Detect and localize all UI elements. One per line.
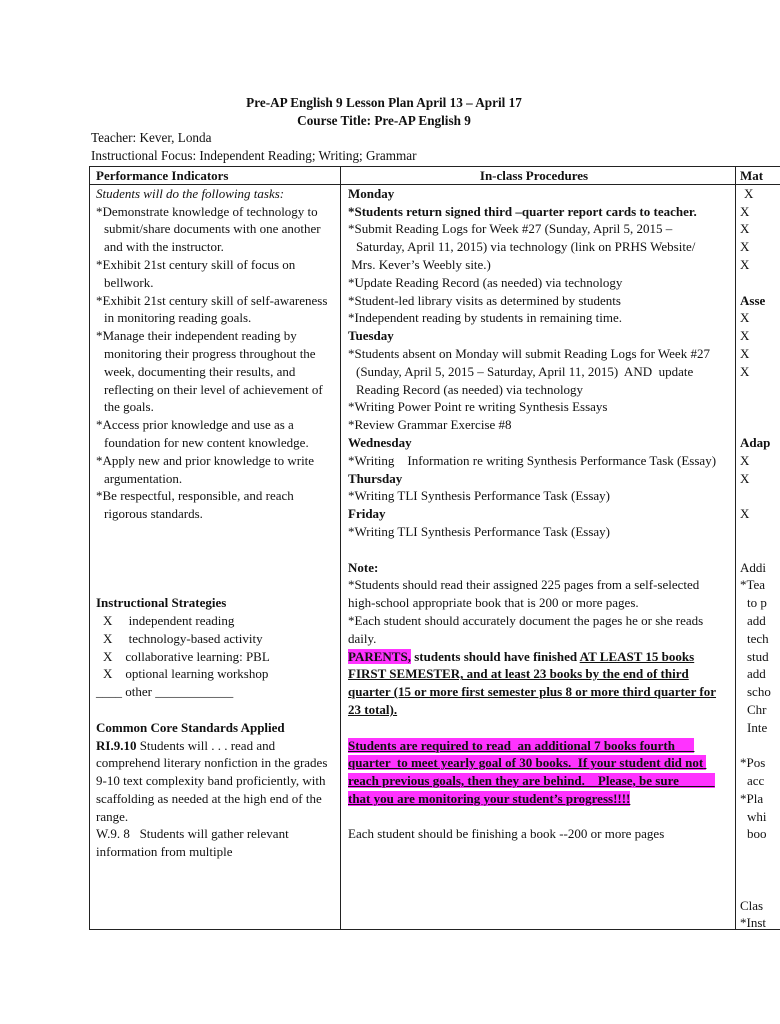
additional-line: to p [747, 595, 767, 611]
parents-label: PARENTS, [348, 648, 411, 664]
task-item: *Apply new and prior knowledge to write argumentation. [96, 452, 315, 486]
posting-line: whi [747, 808, 767, 824]
monday-item: *Update Reading Record (as needed) via technology [348, 274, 623, 290]
performance-indicators-heading: Performance Indicators [96, 168, 229, 183]
standard-code: RI.9.10 [96, 737, 137, 753]
task-item: *Be respectful, responsible, and reach rigorous standards. [96, 488, 294, 522]
monday-item: *Submit Reading Logs for Week #27 (Sunday, April 5, 2015 – Saturday, April 11, 2015) via technology (link on PRHS Website/ [348, 221, 696, 255]
task-item: *Exhibit 21st century skill of focus on bellwork. [96, 256, 296, 290]
materials-mark: X [740, 239, 750, 255]
assessment-mark: X [740, 363, 750, 379]
additional-line: add [747, 612, 766, 628]
monday-item: *Student-led library visits as determined by students [348, 292, 621, 308]
posting-line: *Pos [740, 755, 766, 771]
adaptations-mark: X [740, 470, 750, 486]
assessment-mark: X [740, 310, 750, 326]
note-item: *Students should read their assigned 225 pages from a self-selected high-school appropriate book that is 200 or more pages. [348, 577, 700, 611]
parents-notice [348, 648, 720, 719]
strategy-item: X technology-based activity [103, 630, 263, 646]
task-item: *Manage their independent reading by monitoring their progress throughout the week, documenting their results, and reflecting on their level of achievement of the goals. [96, 328, 323, 415]
assessment-mark: X [740, 328, 750, 344]
day-tuesday: Tuesday [348, 328, 394, 344]
materials-mark: X [740, 256, 750, 272]
day-friday: Friday [348, 506, 386, 522]
standards-heading: Common Core Standards Applied [96, 719, 285, 735]
note-item: *Each student should accurately document the pages he or she reads daily. [348, 612, 704, 646]
additional-heading: Addi [740, 559, 766, 575]
additional-line: scho [747, 684, 771, 700]
tasks-intro: Students will do the following tasks: [96, 185, 285, 201]
materials-mark: X [740, 221, 750, 237]
required-reading-notice [348, 737, 720, 808]
performance-indicators-column [96, 167, 338, 861]
in-class-procedures-column [348, 167, 720, 843]
strategy-item: X optional learning workshop [103, 666, 269, 682]
strategy-item: ____ other ____________ [96, 684, 234, 700]
additional-line: tech [747, 630, 769, 646]
friday-item: *Writing TLI Synthesis Performance Task (Essay) [348, 523, 611, 539]
adaptations-mark: X [740, 452, 750, 468]
assessment-heading: Asse [740, 292, 766, 308]
day-thursday: Thursday [348, 470, 403, 486]
adaptations-mark: X [740, 506, 750, 522]
parents-text-a: students should have finished [410, 648, 580, 664]
procedures-heading: In-class Procedures [479, 168, 589, 183]
task-item: *Exhibit 21st century skill of self-awareness in monitoring reading goals. [96, 292, 328, 326]
wednesday-item: *Writing Information re writing Synthesis Performance Task (Essay) [348, 452, 717, 468]
posting-line: *Pla [740, 790, 764, 806]
adaptations-heading: Adap [740, 434, 771, 450]
thursday-item: *Writing TLI Synthesis Performance Task (Essay) [348, 488, 611, 504]
teacher-line: Teacher: Kever, Londa [91, 130, 212, 145]
required-reading-text: Students are required to read an additional 7 books fourth quarter to meet yearly goal of 30 books. If your student did not reach previous goals, then they are behind. Please, be sure that you are monitoring your student’s progress!!!! [348, 737, 715, 806]
materials-column [740, 167, 780, 932]
focus-line: Instructional Focus: Independent Reading; Writing; Grammar [91, 148, 417, 163]
task-item: *Access prior knowledge and use as a foundation for new content knowledge. [96, 417, 309, 450]
tuesday-item: *Students absent on Monday will submit Reading Logs for Week #27 (Sunday, April 5, 2015 – Saturday, April 11, 2015) AND update Reading Record (as needed) via technology [348, 345, 714, 397]
standard-text: Students will . . . read and comprehend literary nonfiction in the grades 9-10 text complexity band proficiently, with scaffolding as needed at the high end of the range. [96, 737, 328, 824]
monday-item: Mrs. Kever’s Weebly site.) [348, 256, 491, 272]
column-divider-2 [735, 167, 736, 929]
materials-heading: Mat [740, 168, 764, 183]
finishing-note: Each student should be finishing a book --200 or more pages [348, 826, 665, 842]
materials-mark: X [744, 185, 754, 201]
parents-text-b: AT LEAST 15 books FIRST SEMESTER, and at least 23 books by the end of third quarter (15 or more first semester plus 8 or more third quarter for 23 total). [348, 648, 717, 717]
assessment-mark: X [740, 345, 750, 361]
additional-line: Inte [747, 719, 768, 735]
instruction-line: *Inst [740, 915, 766, 931]
note-heading: Note: [348, 559, 379, 575]
monday-bold-item: *Students return signed third –quarter report cards to teacher. [348, 203, 697, 219]
additional-line: add [747, 666, 766, 682]
column-divider-1 [340, 167, 341, 929]
day-monday: Monday [348, 185, 395, 201]
day-wednesday: Wednesday [348, 434, 412, 450]
course-title: Course Title: Pre-AP English 9 [297, 113, 471, 128]
materials-mark: X [740, 203, 750, 219]
task-item: *Demonstrate knowledge of technology to submit/share documents with one another and with the instructor. [96, 203, 321, 255]
additional-line: Chr [747, 701, 767, 717]
class-line: Clas [740, 897, 764, 913]
strategy-item: X independent reading [103, 612, 235, 628]
lesson-plan-table [89, 166, 780, 930]
monday-item: *Independent reading by students in remaining time. [348, 310, 623, 326]
instructional-strategies-heading: Instructional Strategies [96, 595, 227, 611]
additional-line: stud [747, 648, 769, 664]
standard-ri-9-10 [96, 737, 338, 826]
posting-line: boo [747, 826, 767, 842]
standard-w-9-8: W.9. 8 Students will gather relevant information from multiple [96, 826, 292, 860]
strategy-item: X collaborative learning: PBL [103, 648, 270, 664]
additional-line: *Tea [740, 577, 766, 593]
tuesday-item: *Writing Power Point re writing Synthesis Essays [348, 399, 608, 415]
page-title: Pre-AP English 9 Lesson Plan April 13 – April 17 [246, 95, 522, 110]
posting-line: acc [747, 773, 765, 789]
tuesday-item: *Review Grammar Exercise #8 [348, 417, 512, 433]
